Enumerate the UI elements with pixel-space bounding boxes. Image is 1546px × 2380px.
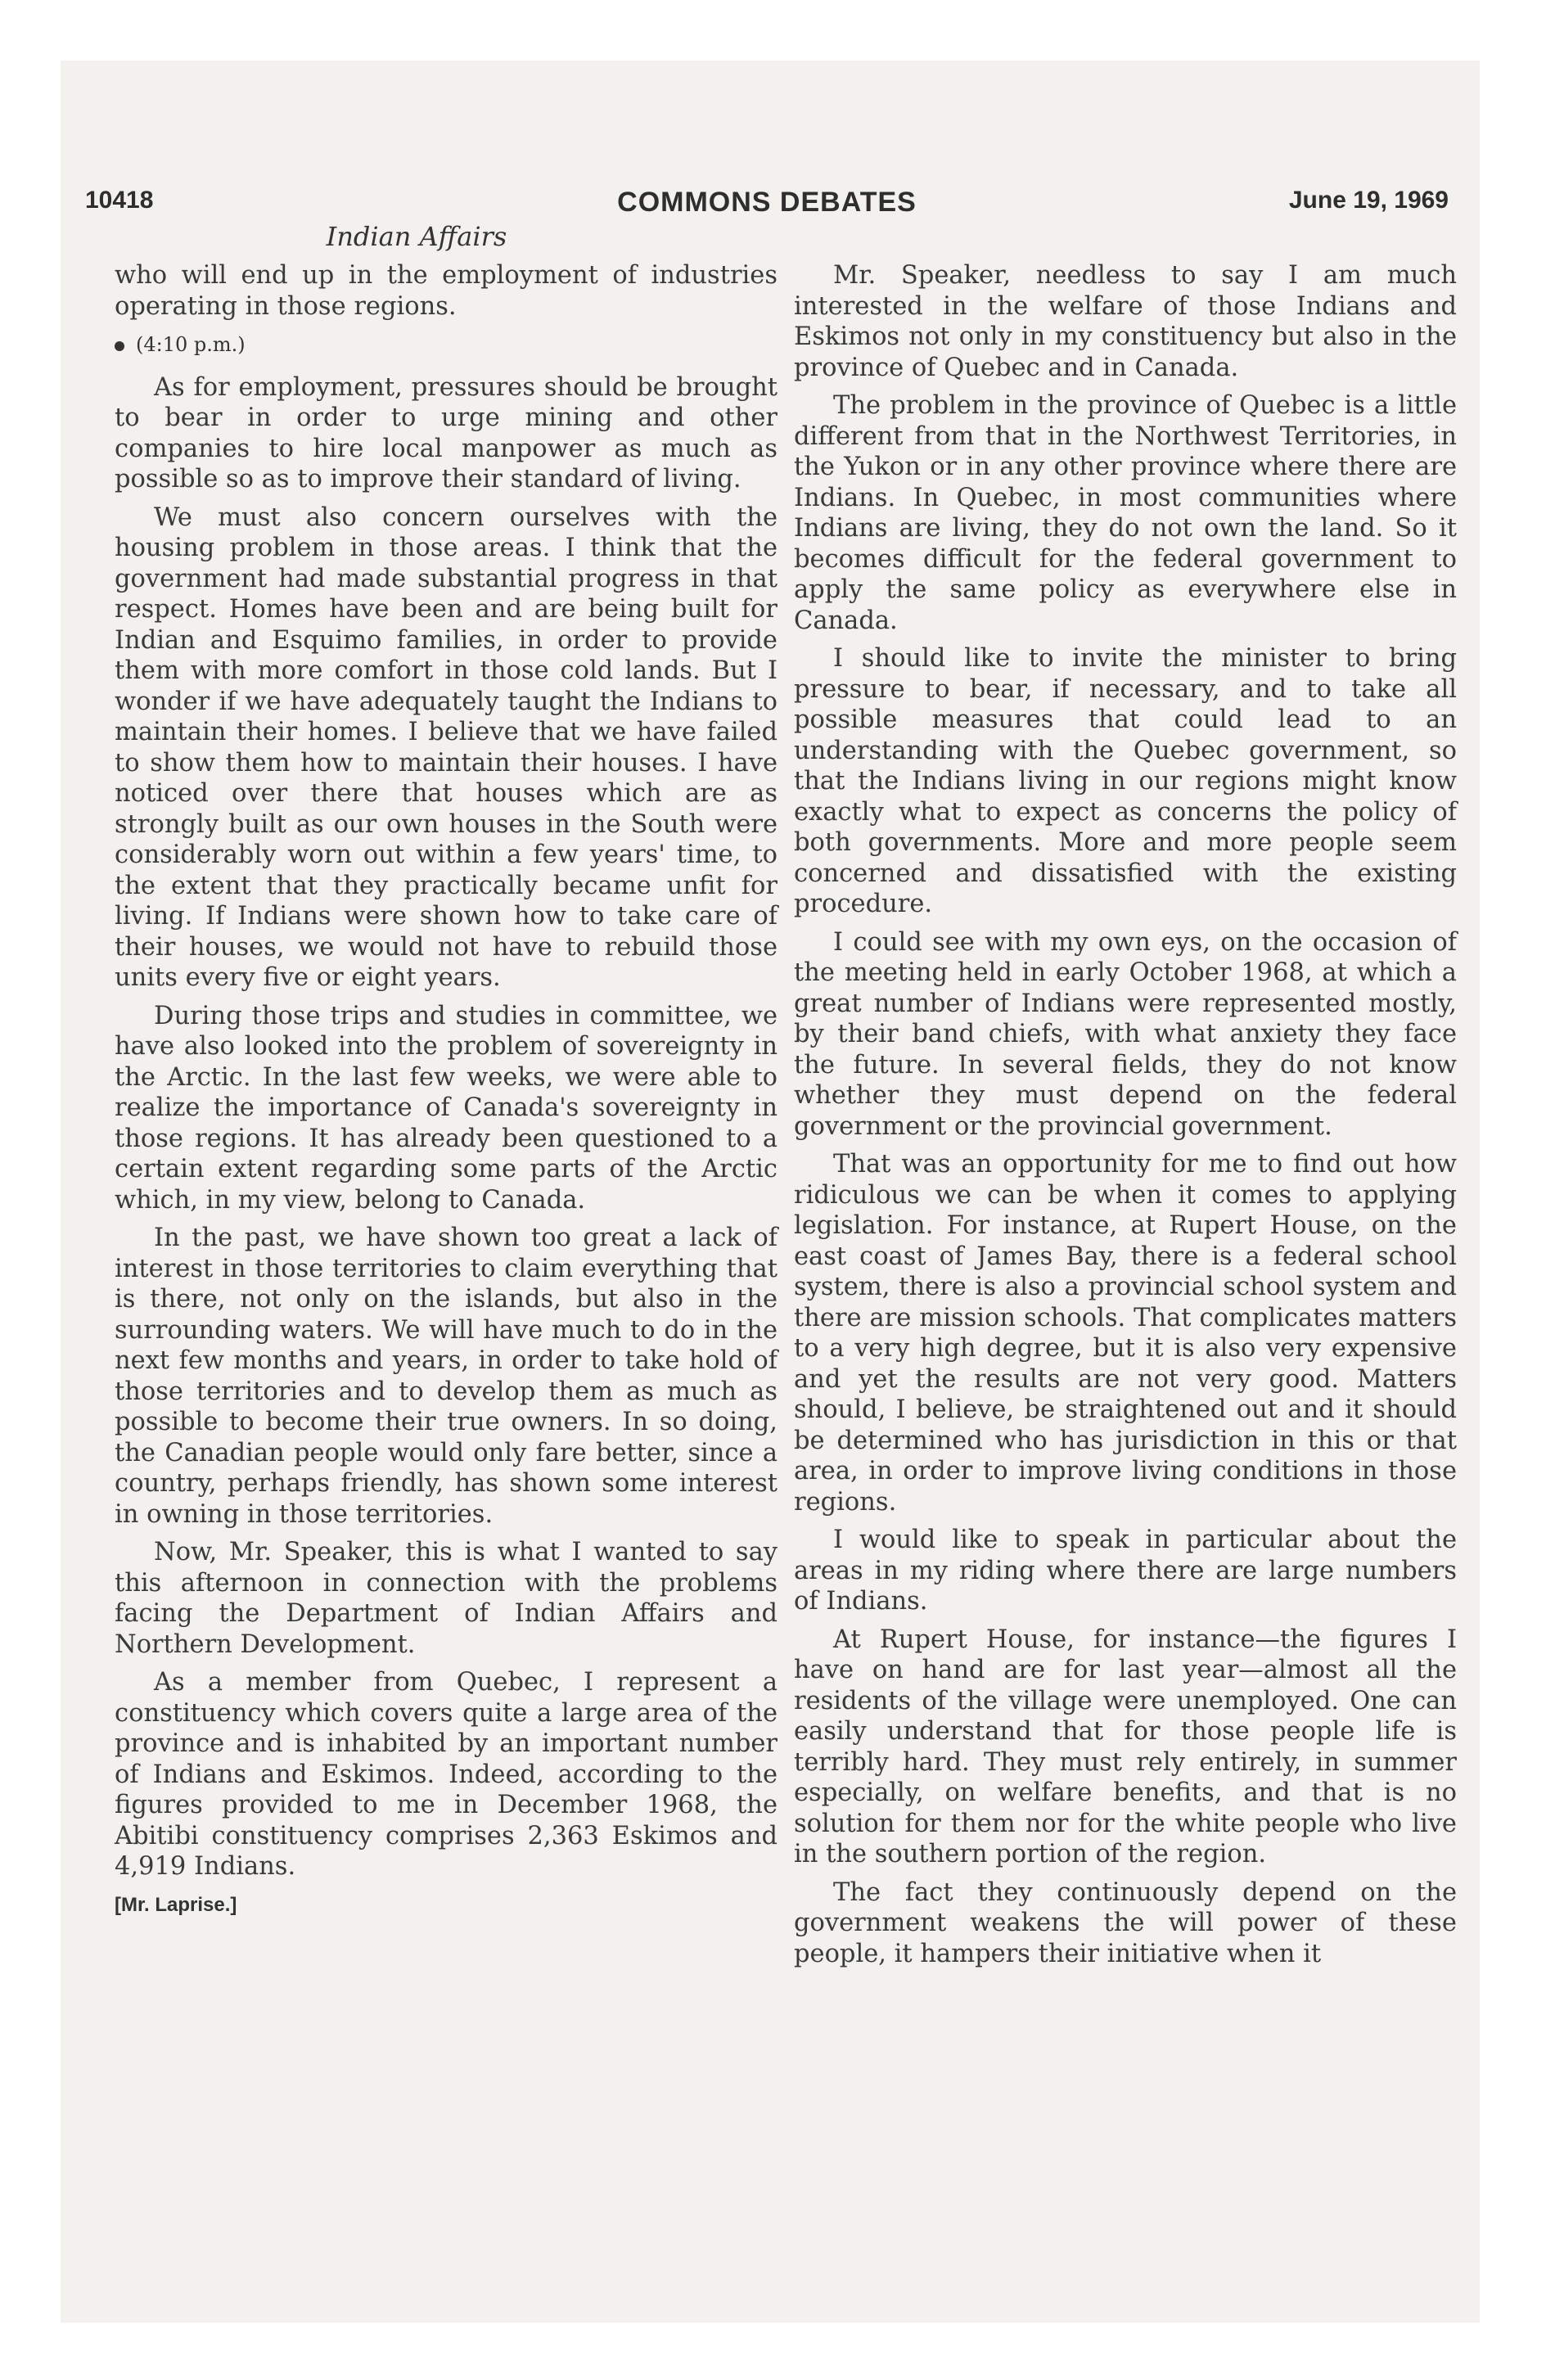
paragraph: I could see with my own eys, on the occasion of the meeting held in early October 1968, at which a great number of Indians were represented mostly, by their band chiefs, with what anxiety they face the future. In several fields, they do not know whether they must depend on the federal government or the provincial government.: [794, 927, 1457, 1141]
paragraph: The problem in the province of Quebec is a little different from that in the Northwest Territories, in the Yukon or in any other province where there are Indians. In Quebec, in most communities where Indians are living, they do not own the land. So it becomes difficult for the federal government to apply the same policy as everywhere else in Canada.: [794, 391, 1457, 635]
paragraph: As a member from Quebec, I represent a constituency which covers quite a large area of the province and is inhabited by an important number of Indians and Eskimos. Indeed, according to the figures provided to me in December 1968, the Abitibi constituency comprises 2,363 Eskimos and 4,919 Indians.: [115, 1668, 778, 1881]
paragraph: During those trips and studies in committee, we have also looked into the problem of sovereignty in the Arctic. In the last few weeks, we were able to realize the importance of Canada's sovereignty in those regions. It has already been questioned to a certain extent regarding some parts of the Arctic which, in my view, belong to Canada.: [115, 1001, 778, 1215]
bullet-icon: [115, 341, 124, 351]
timestamp: [115, 330, 778, 361]
paragraph: I would like to speak in particular about the areas in my riding where there are large numbers of Indians.: [794, 1526, 1457, 1616]
paragraph: Mr. Speaker, needless to say I am much interested in the welfare of those Indians and Eskimos not only in my constituency but also in the province of Quebec and in Canada.: [794, 261, 1457, 382]
left-column: [115, 260, 778, 1920]
publication-date: June 19, 1969: [1288, 187, 1449, 214]
paragraph: As for employment, pressures should be brought to bear in order to urge mining and other companies to hire local manpower as much as possible so as to improve their standard of living.: [115, 372, 778, 494]
timestamp-text: (4:10 p.m.): [136, 333, 246, 356]
paragraph: That was an opportunity for me to find out how ridiculous we can be when it comes to applying legislation. For instance, at Rupert House, on the east coast of James Bay, there is a federal school system, there is also a provincial school system and there are mission schools. That complicates matters to a very high degree, but it is also very expensive and yet the results are not very good. Matters should, I believe, be straightened out and it should be determined who has jurisdiction in this or that area, in order to improve living conditions in those regions.: [794, 1150, 1457, 1517]
paragraph: In the past, we have shown too great a lack of interest in those territories to claim everything that is there, not only on the islands, but also in the surrounding waters. We will have much to do in the next few months and years, in order to take hold of those territories and to develop them as much as possible to become their true owners. In so doing, the Canadian people would only fare better, since a country, perhaps friendly, has shown some interest in owning in those territories.: [115, 1224, 778, 1529]
paragraph: who will end up in the employment of industries operating in those regions.: [115, 261, 778, 321]
right-column: [794, 260, 1457, 1977]
page-number: 10418: [85, 187, 154, 214]
paragraph: At Rupert House, for instance—the figures I have on hand are for last year—almost all the residents of the village were unemployed. One can easily understand that for those people life is terribly hard. They must rely entirely, in summer especially, on welfare benefits, and that is no solution for them nor for the white people who live in the southern portion of the region.: [794, 1625, 1457, 1868]
page-header: [85, 187, 1449, 219]
speaker-attribution: [Mr. Laprise.]: [115, 1893, 237, 1916]
section-subject: Indian Affairs: [326, 221, 507, 252]
paragraph: The fact they continuously depend on the government weakens the will power of these people, it hampers their initiative when it: [794, 1877, 1457, 1968]
publication-title: COMMONS DEBATES: [617, 187, 917, 218]
paragraph: We must also concern ourselves with the housing problem in those areas. I think that the government had made substantial progress in that respect. Homes have been and are being built for Indian and Esquimo families, in order to provide them with more comfort in those cold lands. But I wonder if we have adequately taught the Indians to maintain their homes. I believe that we have failed to show them how to maintain their houses. I have noticed over there that houses which are as strongly built as our own houses in the South were considerably worn out within a few years' time, to the extent that they practically became unfit for living. If Indians were shown how to take care of their houses, we would not have to rebuild those units every five or eight years.: [115, 503, 778, 992]
paragraph: Now, Mr. Speaker, this is what I wanted to say this afternoon in connection with the problems facing the Department of Indian Affairs and Northern Development.: [115, 1538, 778, 1659]
paragraph: I should like to invite the minister to bring pressure to bear, if necessary, and to take all possible measures that could lead to an understanding with the Quebec government, so that the Indians living in our regions might know exactly what to expect as concerns the policy of both governments. More and more people seem concerned and dissatisfied with the existing procedure.: [794, 644, 1457, 918]
